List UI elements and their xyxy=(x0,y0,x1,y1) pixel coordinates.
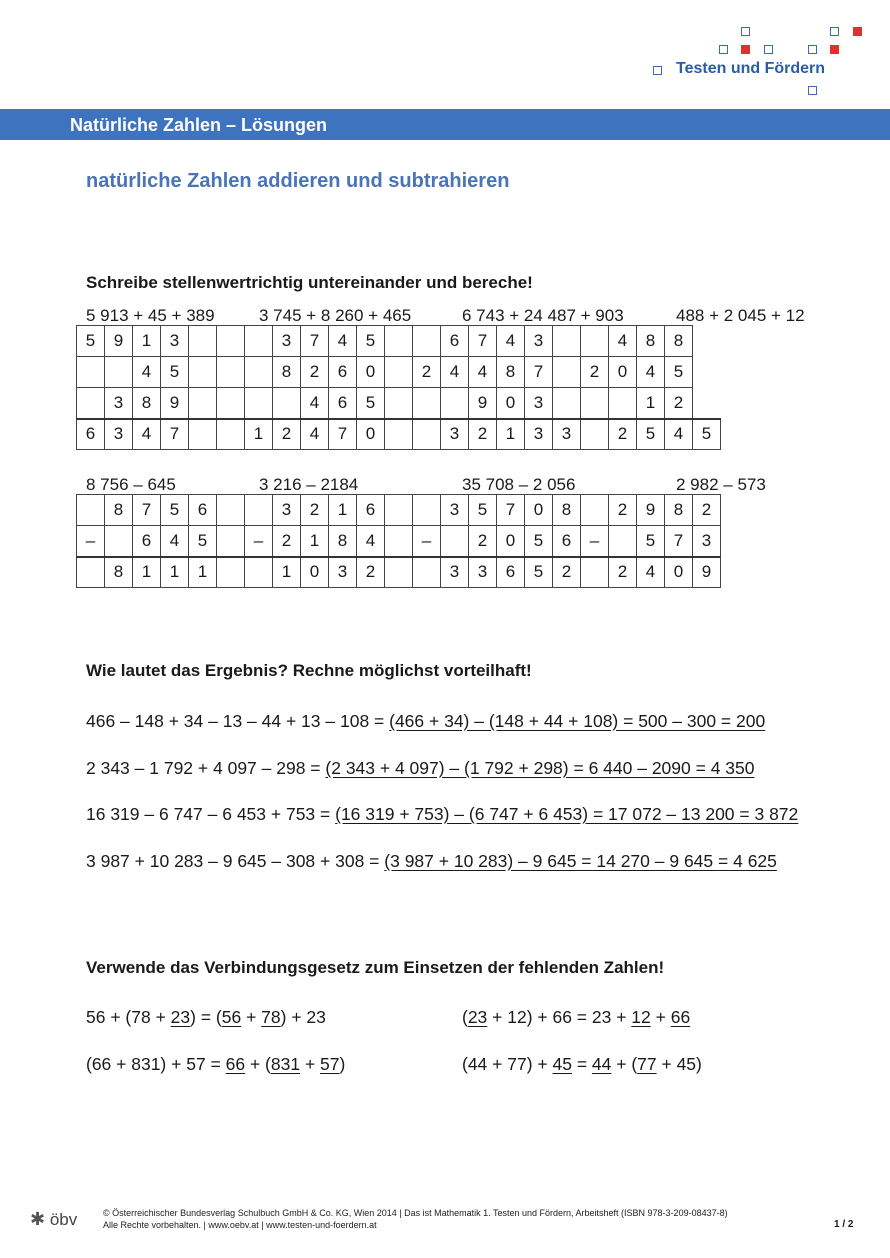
grid-cell: 3 xyxy=(161,326,189,357)
problem-label: 8 756 – 645 xyxy=(86,475,176,494)
grid-cell: 7 xyxy=(329,419,357,450)
grid-cell: 5 xyxy=(189,526,217,557)
grid-cell: 3 xyxy=(441,419,469,450)
grid-cell xyxy=(553,388,581,419)
grid-cell xyxy=(217,495,245,526)
calc-answer: (16 319 + 753) – (6 747 + 6 453) = 17 072 – 13 200 = 3 872 xyxy=(335,804,799,824)
grid-cell: 5 xyxy=(77,326,105,357)
grid-cell xyxy=(553,326,581,357)
grid-cell: 3 xyxy=(469,557,497,588)
section-subtitle: natürliche Zahlen addieren und subtrahieren xyxy=(86,170,510,192)
grid-cell: 5 xyxy=(693,419,721,450)
grid-cell xyxy=(385,557,413,588)
grid-cell xyxy=(77,357,105,388)
grid-cell xyxy=(105,526,133,557)
grid-cell: 3 xyxy=(525,326,553,357)
grid-cell: 1 xyxy=(245,419,273,450)
grid-cell: 6 xyxy=(553,526,581,557)
grid-cell: 5 xyxy=(637,526,665,557)
grid-cell: 5 xyxy=(525,557,553,588)
grid-cell: 6 xyxy=(441,326,469,357)
grid-cell: 8 xyxy=(273,357,301,388)
brand-name: Testen und Fördern xyxy=(676,60,826,77)
grid-cell: 8 xyxy=(105,557,133,588)
grid-cell: 0 xyxy=(609,357,637,388)
grid-cell xyxy=(245,495,273,526)
grid-cell: 2 xyxy=(273,526,301,557)
grid-cell: 2 xyxy=(273,419,301,450)
problem-label: 6 743 + 24 487 + 903 xyxy=(462,306,624,325)
publisher-logo xyxy=(30,1209,77,1230)
grid-cell: 4 xyxy=(609,326,637,357)
grid-cell: 4 xyxy=(301,388,329,419)
grid-cell: 1 xyxy=(189,557,217,588)
grid-row xyxy=(77,526,721,557)
grid-cell: 7 xyxy=(497,495,525,526)
calc-answer: (466 + 34) – (148 + 44 + 108) = 500 – 300 = 200 xyxy=(389,711,766,731)
grid-cell xyxy=(189,388,217,419)
grid-cell xyxy=(581,326,609,357)
grid-cell: 3 xyxy=(525,388,553,419)
grid-cell: 3 xyxy=(693,526,721,557)
grid-cell: 4 xyxy=(665,419,693,450)
grid-cell: 2 xyxy=(301,357,329,388)
grid-cell: – xyxy=(245,526,273,557)
grid-cell xyxy=(385,526,413,557)
grid-row xyxy=(77,388,721,419)
grid-cell xyxy=(385,495,413,526)
grid-cell: 7 xyxy=(133,495,161,526)
grid-cell: 6 xyxy=(497,557,525,588)
grid-cell: 3 xyxy=(273,326,301,357)
grid-cell: 0 xyxy=(665,557,693,588)
calc-task: 16 319 – 6 747 – 6 453 + 753 = xyxy=(86,804,336,824)
grid-cell: 2 xyxy=(357,557,385,588)
grid-cell: 1 xyxy=(161,557,189,588)
grid-cell: 2 xyxy=(609,495,637,526)
grid-cell: 4 xyxy=(301,419,329,450)
section3-heading: Verwende das Verbindungsgesetz zum Einsetzen der fehlenden Zahlen! xyxy=(86,958,665,977)
calc-line xyxy=(86,851,777,872)
grid-cell: 2 xyxy=(609,419,637,450)
grid-cell: 7 xyxy=(161,419,189,450)
grid-cell: 8 xyxy=(497,357,525,388)
grid-row xyxy=(77,357,721,388)
grid-cell: 6 xyxy=(189,495,217,526)
grid-row xyxy=(77,326,721,357)
grid-cell: 3 xyxy=(441,495,469,526)
grid-cell: 1 xyxy=(329,495,357,526)
grid-cell: 5 xyxy=(161,495,189,526)
grid-cell xyxy=(273,388,301,419)
grid-cell: 8 xyxy=(329,526,357,557)
grid-cell: 1 xyxy=(133,326,161,357)
grid-cell xyxy=(413,419,441,450)
grid-cell: 3 xyxy=(329,557,357,588)
grid-cell: 2 xyxy=(693,495,721,526)
grid-cell xyxy=(217,526,245,557)
logo-square-icon xyxy=(653,66,662,75)
grid-cell: 4 xyxy=(469,357,497,388)
grid-cell xyxy=(441,388,469,419)
grid-cell xyxy=(581,388,609,419)
grid-cell xyxy=(581,557,609,588)
grid-cell: 5 xyxy=(357,388,385,419)
grid-cell: 8 xyxy=(665,495,693,526)
logo-square-icon xyxy=(741,27,750,36)
grid-cell: 4 xyxy=(133,419,161,450)
equation: 56 + (78 + 23) = (56 + 78) + 23 xyxy=(86,1007,326,1027)
grid-cell: 9 xyxy=(637,495,665,526)
grid-cell: 7 xyxy=(665,526,693,557)
grid-cell: – xyxy=(581,526,609,557)
calc-task: 466 – 148 + 34 – 13 – 44 + 13 – 108 = xyxy=(86,711,390,731)
grid-cell: 2 xyxy=(469,419,497,450)
calc-answer: (2 343 + 4 097) – (1 792 + 298) = 6 440 – 2090 = 4 350 xyxy=(325,758,755,778)
grid-cell: 8 xyxy=(105,495,133,526)
grid-cell: 0 xyxy=(525,495,553,526)
logo-square-icon xyxy=(808,86,817,95)
publisher-logo-text: öbv xyxy=(49,1210,78,1229)
grid-cell: 4 xyxy=(441,357,469,388)
grid-cell xyxy=(77,495,105,526)
equation: (23 + 12) + 66 = 23 + 12 + 66 xyxy=(462,1007,691,1027)
grid-cell xyxy=(77,388,105,419)
problem-label: 488 + 2 045 + 12 xyxy=(676,306,805,325)
grid-cell: 1 xyxy=(637,388,665,419)
footer-copyright: © Österreichischer Bundesverlag Schulbuch GmbH & Co. KG, Wien 2014 | Das ist Mathematik 1. Testen und Fördern, Arbeitsheft (ISBN 978-3-209-08437-8) xyxy=(103,1208,728,1218)
problem-label: 2 982 – 573 xyxy=(676,475,766,494)
grid-cell: – xyxy=(413,526,441,557)
calc-task: 3 987 + 10 283 – 9 645 – 308 + 308 = xyxy=(86,851,385,871)
grid-cell: 3 xyxy=(105,419,133,450)
grid-cell: 0 xyxy=(357,419,385,450)
logo-square-icon xyxy=(830,45,839,54)
calc-line xyxy=(86,804,798,825)
logo-square-icon xyxy=(764,45,773,54)
grid-cell: 1 xyxy=(301,526,329,557)
grid-cell xyxy=(385,419,413,450)
grid-cell: 8 xyxy=(637,326,665,357)
grid-cell: 6 xyxy=(329,357,357,388)
grid-cell xyxy=(385,357,413,388)
section2-heading: Wie lautet das Ergebnis? Rechne möglichst vorteilhaft! xyxy=(86,661,532,680)
grid-cell: – xyxy=(77,526,105,557)
grid-cell xyxy=(413,388,441,419)
grid-cell: 6 xyxy=(357,495,385,526)
grid-cell: 9 xyxy=(469,388,497,419)
grid-cell xyxy=(385,388,413,419)
grid-cell xyxy=(77,557,105,588)
grid-cell: 4 xyxy=(133,357,161,388)
grid-cell: 4 xyxy=(637,357,665,388)
grid-cell xyxy=(189,419,217,450)
grid-cell: 5 xyxy=(357,326,385,357)
grid-cell: 6 xyxy=(329,388,357,419)
grid-cell xyxy=(609,388,637,419)
logo-square-icon xyxy=(719,45,728,54)
grid-cell xyxy=(217,326,245,357)
footer-links: Alle Rechte vorbehalten. | www.oebv.at | www.testen-und-foerdern.at xyxy=(103,1220,377,1230)
grid-cell: 1 xyxy=(273,557,301,588)
grid-cell xyxy=(189,357,217,388)
grid-cell xyxy=(245,388,273,419)
grid-cell xyxy=(217,388,245,419)
grid-cell: 9 xyxy=(693,557,721,588)
grid-cell: 0 xyxy=(497,526,525,557)
logo-square-icon xyxy=(741,45,750,54)
grid-cell: 7 xyxy=(525,357,553,388)
grid-cell: 4 xyxy=(357,526,385,557)
grid-cell xyxy=(609,526,637,557)
grid-cell: 4 xyxy=(329,326,357,357)
grid-cell: 4 xyxy=(497,326,525,357)
logo-square-icon xyxy=(808,45,817,54)
grid-cell xyxy=(413,495,441,526)
grid-cell: 7 xyxy=(301,326,329,357)
grid-cell: 0 xyxy=(357,357,385,388)
grid-cell xyxy=(413,557,441,588)
calc-line xyxy=(86,711,765,732)
problem-label: 35 708 – 2 056 xyxy=(462,475,576,494)
grid-cell: 2 xyxy=(413,357,441,388)
grid-cell xyxy=(217,419,245,450)
problem-label: 3 745 + 8 260 + 465 xyxy=(259,306,412,325)
grid-cell xyxy=(553,357,581,388)
grid-cell: 4 xyxy=(161,526,189,557)
calc-task: 2 343 – 1 792 + 4 097 – 298 = xyxy=(86,758,326,778)
grid-cell: 9 xyxy=(161,388,189,419)
grid-row xyxy=(77,495,721,526)
grid-cell: 5 xyxy=(525,526,553,557)
grid-cell xyxy=(385,326,413,357)
grid-cell: 0 xyxy=(497,388,525,419)
problem-label: 3 216 – 2184 xyxy=(259,475,359,494)
calc-line xyxy=(86,758,754,779)
grid-cell: 1 xyxy=(133,557,161,588)
calc-answer: (3 987 + 10 283) – 9 645 = 14 270 – 9 645 = 4 625 xyxy=(384,851,777,871)
grid-cell: 2 xyxy=(469,526,497,557)
grid-cell xyxy=(413,326,441,357)
grid-cell: 7 xyxy=(469,326,497,357)
grid-cell xyxy=(245,557,273,588)
grid-cell: 3 xyxy=(273,495,301,526)
grid-cell: 2 xyxy=(553,557,581,588)
grid-cell: 2 xyxy=(665,388,693,419)
grid-cell: 4 xyxy=(637,557,665,588)
grid-cell: 3 xyxy=(525,419,553,450)
subtraction-grid xyxy=(76,494,721,588)
grid-cell: 3 xyxy=(441,557,469,588)
grid-row xyxy=(77,419,721,450)
grid-row xyxy=(77,557,721,588)
problem-label: 5 913 + 45 + 389 xyxy=(86,306,215,325)
grid-cell: 6 xyxy=(77,419,105,450)
grid-cell xyxy=(581,419,609,450)
grid-cell xyxy=(245,326,273,357)
grid-cell: 9 xyxy=(105,326,133,357)
grid-cell xyxy=(105,357,133,388)
grid-cell: 8 xyxy=(133,388,161,419)
page-title: Natürliche Zahlen – Lösungen xyxy=(70,115,328,135)
grid-cell: 0 xyxy=(301,557,329,588)
addition-grid xyxy=(76,325,721,450)
page-number: 1 / 2 xyxy=(834,1219,854,1230)
grid-cell: 5 xyxy=(161,357,189,388)
logo-square-icon xyxy=(830,27,839,36)
grid-cell: 3 xyxy=(553,419,581,450)
logo-square-icon xyxy=(853,27,862,36)
grid-cell: 3 xyxy=(105,388,133,419)
grid-cell xyxy=(581,495,609,526)
grid-cell: 1 xyxy=(497,419,525,450)
grid-cell: 6 xyxy=(133,526,161,557)
equation: (44 + 77) + 45 = 44 + (77 + 45) xyxy=(462,1054,702,1074)
grid-cell: 2 xyxy=(581,357,609,388)
publisher-star-icon: ✱ xyxy=(30,1209,46,1229)
section1-heading: Schreibe stellenwertrichtig untereinander und bereche! xyxy=(86,273,533,292)
grid-cell xyxy=(189,326,217,357)
grid-cell: 5 xyxy=(637,419,665,450)
grid-cell xyxy=(245,357,273,388)
grid-cell: 2 xyxy=(301,495,329,526)
grid-cell xyxy=(441,526,469,557)
grid-cell: 2 xyxy=(609,557,637,588)
equation: (66 + 831) + 57 = 66 + (831 + 57) xyxy=(86,1054,346,1074)
grid-cell: 8 xyxy=(665,326,693,357)
grid-cell xyxy=(217,557,245,588)
grid-cell: 5 xyxy=(665,357,693,388)
grid-cell: 5 xyxy=(469,495,497,526)
grid-cell xyxy=(217,357,245,388)
grid-cell: 8 xyxy=(553,495,581,526)
